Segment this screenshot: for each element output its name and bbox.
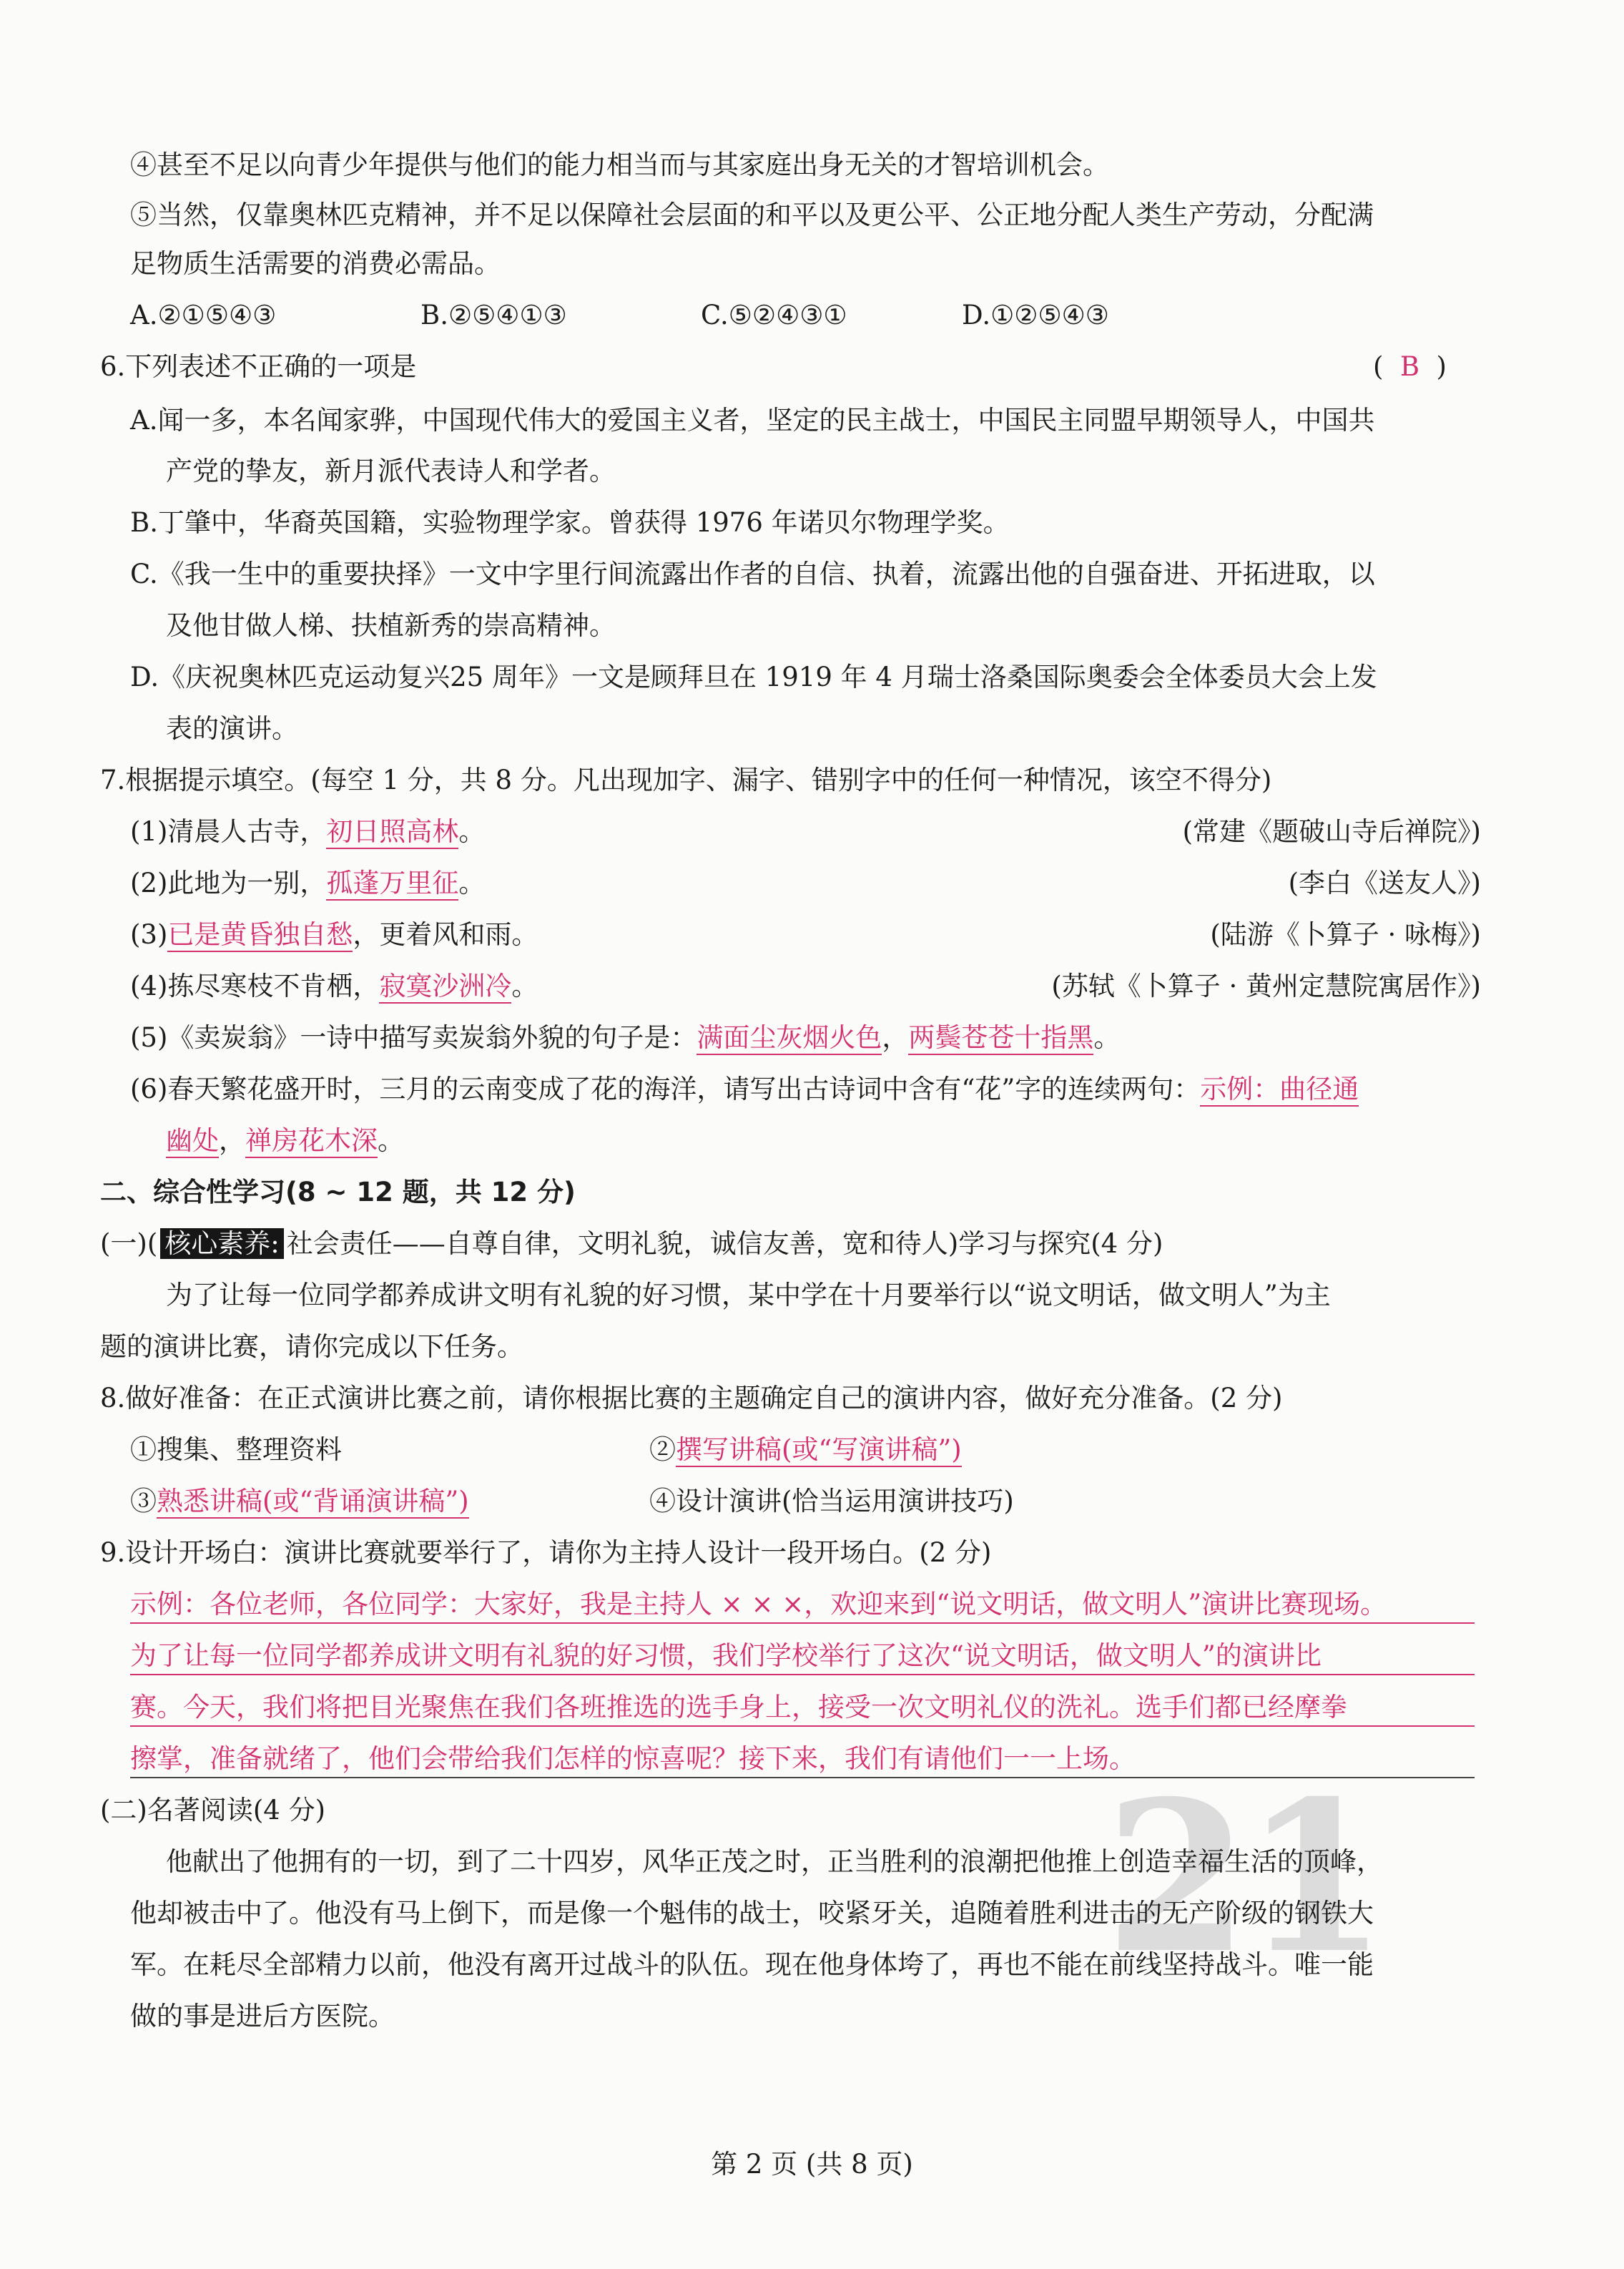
punct: 。 [378, 1125, 404, 1156]
q7-item-4-answer: 寂寞沙洲冷 [379, 971, 511, 1004]
q8-step-2 [649, 1434, 962, 1466]
q8-step-3-num: ③ [130, 1486, 157, 1516]
q7-stem: 7.根据提示填空。(每空 1 分，共 8 分。凡出现加字、漏字、错别字中的任何一种情况，该空不得分) [100, 765, 1272, 795]
q8-step-3 [130, 1485, 469, 1518]
q6-option-c-line1: C.《我一生中的重要抉择》一文中字里行间流露出作者的自信、执着，流露出他的自强奋进、开拓进取，以 [130, 559, 1375, 589]
q9-stem: 9.设计开场白：演讲比赛就要举行了，请你为主持人设计一段开场白。(2 分) [100, 1537, 992, 1568]
page-watermark-number: 21 [1105, 1756, 1382, 1999]
q7-item-6-answer-2: 幽处 [166, 1125, 219, 1158]
punct: 。 [458, 816, 486, 847]
intro-line2: 题的演讲比赛，请你完成以下任务。 [100, 1331, 523, 1362]
q7-item-1-answer: 初日照高林 [326, 816, 458, 849]
q7-item-6-answer-1: 示例：曲径通 [1200, 1074, 1359, 1107]
q7-item-3-tail: ，更着风和雨。 [353, 919, 538, 950]
q6-option-a-line1: A.闻一多，本名闻家骅，中国现代伟大的爱国主义者，坚定的民主战士，中国民主同盟早期领导人，中国共 [130, 405, 1375, 436]
q6-answer: B [1399, 351, 1420, 382]
q7-item-1-source: (常建《题破山寺后禅院》) [1182, 816, 1481, 847]
q5-option-4: ④甚至不足以向青少年提供与他们的能力相当而与其家庭出身无关的才智培训机会。 [130, 150, 1109, 180]
q6-option-d-line2: 表的演讲。 [166, 713, 298, 744]
reading-line3: 军。在耗尽全部精力以前，他没有离开过战斗的队伍。现在他身体垮了，再也不能在前线坚持战斗。唯一能 [130, 1949, 1374, 1980]
punct: 。 [1093, 1022, 1121, 1053]
reading-line1: 他献出了他拥有的一切，到了二十四岁，风华正茂之时，正当胜利的浪潮把他推上创造幸福生活的顶峰， [166, 1846, 1383, 1877]
q8-step-4: ④设计演讲(恰当运用演讲技巧) [649, 1486, 1014, 1516]
q7-item-5-answer-2: 两鬓苍苍十指黑 [908, 1022, 1093, 1055]
q7-item-2-answer: 孤蓬万里征 [326, 868, 458, 901]
q7-item-6-line1 [130, 1073, 1359, 1106]
q7-item-1-text: (1)清晨人古寺， [130, 816, 327, 847]
q6-option-c-line2: 及他甘做人梯、扶植新秀的崇高精神。 [166, 610, 616, 641]
answer-rule [130, 1725, 1475, 1727]
q8-step-2-num: ② [649, 1434, 676, 1465]
q5-choice-c: C.⑤②④③① [701, 300, 847, 330]
q8-step-3-answer: 熟悉讲稿(或“背诵演讲稿”) [157, 1486, 469, 1519]
q7-item-6-line2 [166, 1124, 404, 1157]
reading-line4: 做的事是进后方医院。 [130, 2001, 395, 2032]
q5-choice-d: D.①②⑤④③ [962, 300, 1109, 330]
q7-item-2-text: (2)此地为一别， [130, 868, 327, 898]
subsection-2-heading: (二)名著阅读(4 分) [100, 1795, 326, 1826]
answer-rule [130, 1674, 1475, 1675]
q8-stem: 8.做好准备：在正式演讲比赛之前，请你根据比赛的主题确定自己的演讲内容，做好充分准备。(2 分) [100, 1383, 1283, 1413]
q7-item-1 [130, 815, 485, 848]
q7-item-6-text: (6)春天繁花盛开时，三月的云南变成了花的海洋，请写出古诗词中含有“花”字的连续两句： [130, 1074, 1201, 1104]
q7-item-6-answer-3: 禅房花木深 [245, 1125, 378, 1158]
subsection-1-prefix: (一)( [100, 1228, 158, 1259]
q6-answer-bracket [1373, 351, 1447, 383]
q8-step-1: ①搜集、整理资料 [130, 1434, 342, 1465]
q7-item-4-text: (4)拣尽寒枝不肯栖， [130, 971, 380, 1001]
section-heading-2: 二、综合性学习(8 ~ 12 题，共 12 分) [100, 1177, 576, 1207]
q5-option-5-line1: ⑤当然，仅靠奥林匹克精神，并不足以保障社会层面的和平以及更公平、公正地分配人类生产劳动，分配满 [130, 200, 1374, 230]
bracket-close: ) [1436, 351, 1447, 382]
q7-item-4-source: (苏轼《卜算子 · 黄州定慧院寓居作》) [1051, 971, 1481, 1001]
bracket-open: ( [1373, 351, 1384, 382]
q7-item-4 [130, 970, 538, 1003]
subsection-1-title: 社会责任——自尊自律，文明礼貌，诚信友善，宽和待人)学习与探究(4 分) [286, 1228, 1163, 1259]
q7-item-3 [130, 918, 538, 951]
q9-answer-line3: 赛。今天，我们将把目光聚焦在我们各班推选的选手身上，接受一次文明礼仪的洗礼。选手们都已经摩拳 [130, 1692, 1347, 1722]
q6-option-d-line1: D.《庆祝奥林匹克运动复兴25 周年》一文是顾拜旦在 1919 年 4 月瑞士洛桑国际奥委会全体委员大会上发 [130, 662, 1377, 692]
q6-option-b: B.丁肇中，华裔英国籍，实验物理学家。曾获得 1976 年诺贝尔物理学奖。 [130, 507, 1010, 538]
subsection-1-heading [100, 1227, 1163, 1260]
q9-answer-line2: 为了让每一位同学都养成讲文明有礼貌的好习惯，我们学校举行了这次“说文明话，做文明人”的演讲比 [130, 1640, 1322, 1671]
q7-item-3-source: (陆游《卜算子 · 咏梅》) [1210, 919, 1481, 950]
q7-item-3-text: (3) [130, 919, 168, 950]
q5-choice-b: B.②⑤④①③ [420, 300, 567, 330]
punct: ， [882, 1022, 909, 1053]
q5-choice-a: A.②①⑤④③ [130, 300, 277, 330]
q6-stem: 6.下列表述不正确的一项是 [100, 351, 417, 382]
q7-item-2-source: (李白《送友人》) [1288, 868, 1481, 898]
core-literacy-tag: 核心素养: [160, 1228, 283, 1259]
page-footer: 第 2 页 (共 8 页) [711, 2149, 913, 2180]
q7-item-2 [130, 867, 485, 900]
punct: 。 [458, 868, 486, 898]
q6-option-a-line2: 产党的挚友，新月派代表诗人和学者。 [166, 456, 616, 486]
q7-item-5-answer-1: 满面尘灰烟火色 [697, 1022, 882, 1055]
q7-item-5-text: (5)《卖炭翁》一诗中描写卖炭翁外貌的句子是： [130, 1022, 697, 1053]
answer-rule [130, 1622, 1475, 1624]
q7-item-5 [130, 1021, 1120, 1054]
q5-option-5-line2: 足物质生活需要的消费必需品。 [130, 248, 501, 279]
punct: ， [219, 1125, 245, 1156]
q9-answer-line4: 擦掌，准备就绪了，他们会带给我们怎样的惊喜呢？接下来，我们有请他们一一上场。 [130, 1743, 1136, 1774]
q8-step-2-answer: 撰写讲稿(或“写演讲稿”) [676, 1434, 962, 1467]
q9-answer-line1: 示例：各位老师，各位同学：大家好，我是主持人 × × ×，欢迎来到“说文明话，做文明人”演讲比赛现场。 [130, 1589, 1387, 1619]
q7-item-3-answer: 已是黄昏独自愁 [167, 919, 353, 952]
reading-line2: 他却被击中了。他没有马上倒下，而是像一个魁伟的战士，咬紧牙关，追随着胜利进击的无产阶级的钢铁大 [130, 1898, 1374, 1929]
punct: 。 [511, 971, 538, 1001]
intro-line1: 为了让每一位同学都养成讲文明有礼貌的好习惯，某中学在十月要举行以“说文明话，做文明人”为主 [166, 1280, 1331, 1310]
